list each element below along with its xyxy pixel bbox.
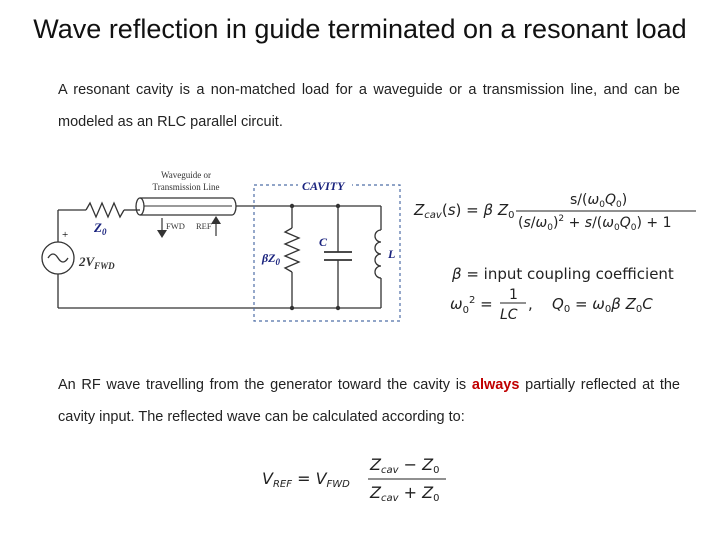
source-plus-label: + xyxy=(62,229,69,241)
svg-text:Zcav + Z0: Zcav + Z0 xyxy=(370,483,440,504)
svg-text:VREF = VFWD: VREF = VFWD xyxy=(262,469,350,490)
cavity-label: CAVITY xyxy=(302,179,345,193)
waveguide-label-line1: Waveguide or xyxy=(160,170,212,180)
fwd-label: FWD xyxy=(166,221,185,231)
waveguide-icon xyxy=(136,198,144,215)
svg-text:s/(ω0Q0): $s/(\omega_0Q_0)$ xyxy=(570,192,628,210)
zcav-equation xyxy=(412,184,704,236)
capacitor-label: C xyxy=(319,235,328,249)
highlight-always: always xyxy=(471,377,520,393)
svg-text:Q0 = ω0β Z0C: $Q_0 = \omega_0\beta$ $Z_0C$ xyxy=(552,295,653,315)
ref-label: REF xyxy=(196,221,212,231)
z0-resistor-icon xyxy=(86,203,124,217)
para2-before: An RF wave travelling from the generator toward the cavity is xyxy=(58,377,472,393)
resistor-label: $\beta Z_0$ xyxy=(262,251,280,267)
vref-equation xyxy=(258,450,458,506)
svg-text:1: 1 xyxy=(509,287,518,303)
svg-text:Zcav − Z0: Zcav − Z0 xyxy=(370,455,440,476)
source-label: $2V_{FWD}$ xyxy=(79,254,115,271)
svg-text:LC: LC xyxy=(500,307,518,323)
omega-q-equation xyxy=(448,284,708,326)
inductor-label: L xyxy=(388,247,396,261)
slide-title: Wave reflection in guide terminated on a resonant load xyxy=(33,14,687,44)
reflection-paragraph xyxy=(58,369,680,433)
z0-label: $Z_0$ xyxy=(94,220,107,237)
svg-text:,: , xyxy=(528,295,533,313)
svg-text:ω02 =: $\omega_0^2$ = xyxy=(450,295,493,316)
para2-after: partially reflected at the cavity input. The reflected wave can be calculated according to: xyxy=(58,377,680,425)
parallel-resistor-icon xyxy=(285,228,299,272)
waveguide-label-line2: Transmission Line xyxy=(152,182,220,192)
rlc-circuit-diagram xyxy=(36,168,416,330)
intro-paragraph: A resonant cavity is a non-matched load for a waveguide or a transmission line, and can be modeled as an RLC parallel circuit. xyxy=(58,82,680,130)
svg-text:Zcav(s) = β Z0: $Z_{cav}(s) = \beta$ $Z_0$ xyxy=(414,201,515,221)
svg-text:(s/ω0)2 + s/(ω0Q0) + 1: $(s/\omega_0)^2 + s/(\omega_0Q_0) + 1$ xyxy=(518,214,672,233)
inductor-icon xyxy=(375,230,381,278)
beta-definition: β = input coupling coefficient xyxy=(452,265,674,283)
